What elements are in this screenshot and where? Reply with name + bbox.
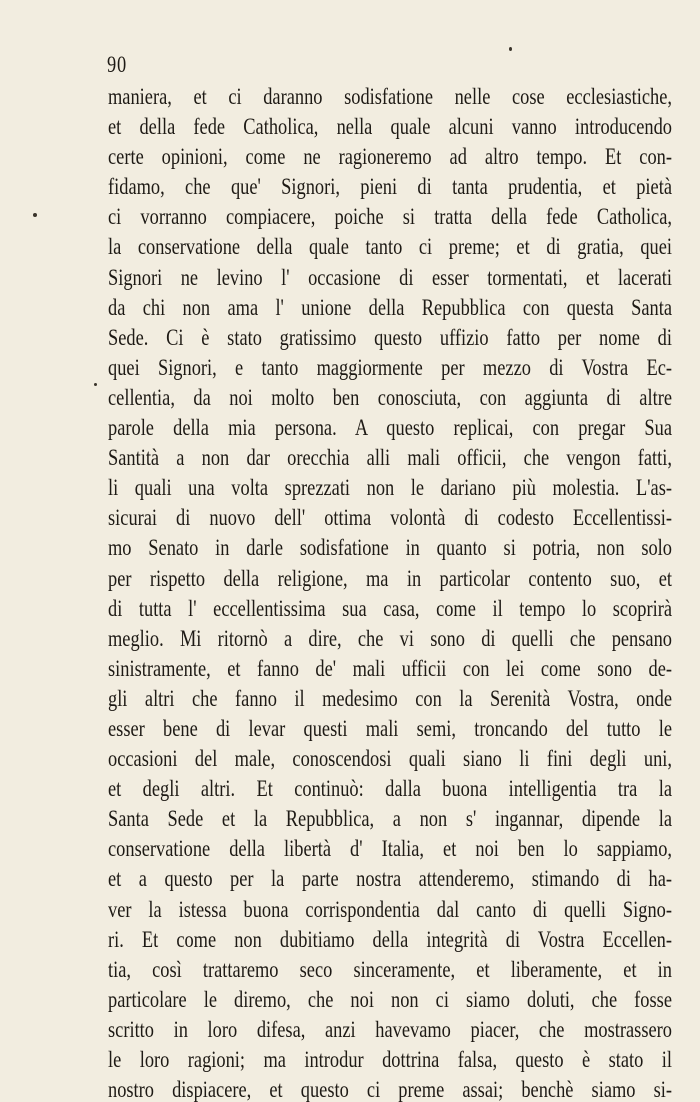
text-line: occasioni del male, conoscendosi quali siano li fini degli uni, [108, 746, 672, 772]
text-line: ri. Et come non dubitiamo della integrità di Vostra Eccellen- [108, 926, 672, 952]
text-line: et della fede Catholica, nella quale alcuni vanno introducendo [108, 114, 672, 140]
text-line: la conservatione della quale tanto ci preme; et di gratia, quei [108, 234, 672, 260]
body-text [108, 82, 672, 1102]
text-line: Santità a non dar orecchia alli mali officii, che vengon fatti, [108, 445, 672, 471]
text-line: da chi non ama l' unione della Repubblica con questa Santa [108, 294, 672, 320]
text-line: Sede. Ci è stato gratissimo questo uffizio fatto per nome di [108, 324, 672, 350]
text-line: quei Signori, e tanto maggiormente per mezzo di Vostra Ec- [108, 354, 672, 380]
ink-speck [94, 383, 97, 386]
text-line: scritto in loro difesa, anzi havevamo piacer, che mostrassero [108, 1016, 672, 1042]
text-line: fidamo, che que' Signori, pieni di tanta prudentia, et pietà [108, 174, 672, 200]
text-line: maniera, et ci daranno sodisfatione nelle cose ecclesiastiche, [108, 84, 672, 109]
text-line: li quali una volta sprezzati non le dariano più molestia. L'as- [108, 475, 672, 501]
text-line: di tutta l' eccellentissima sua casa, come il tempo lo scoprirà [108, 595, 672, 621]
text-line: Signori ne levino l' occasione di esser tormentati, et lacerati [108, 264, 672, 290]
text-line: tia, così trattaremo seco sinceramente, et liberamente, et in [108, 956, 672, 982]
text-line: ver la istessa buona corrispondentia dal canto di quelli Signo- [108, 896, 672, 922]
text-line: certe opinioni, come ne ragioneremo ad altro tempo. Et con- [108, 144, 672, 170]
page-number: 90 [107, 52, 127, 77]
ink-speck [509, 47, 512, 51]
text-line: per rispetto della religione, ma in particolar contento suo, et [108, 565, 672, 591]
text-line: cellentia, da noi molto ben conosciuta, con aggiunta di altre [108, 384, 672, 410]
text-line: Santa Sede et la Repubblica, a non s' ingannar, dipende la [108, 806, 672, 832]
text-line: nostro dispiacere, et questo ci preme assai; benchè siamo si- [108, 1077, 672, 1102]
ink-speck [33, 213, 37, 217]
text-line: sicurai di nuovo dell' ottima volontà di codesto Eccellentissi- [108, 505, 672, 531]
text-line: parole della mia persona. A questo replicai, con pregar Sua [108, 415, 672, 441]
text-line: et degli altri. Et continuò: dalla buona intelligentia tra la [108, 776, 672, 802]
text-line: mo Senato in darle sodisfatione in quanto si potria, non solo [108, 535, 672, 561]
text-line: ci vorranno compiacere, poiche si tratta della fede Catholica, [108, 204, 672, 230]
text-line: le loro ragioni; ma introdur dottrina falsa, questo è stato il [108, 1047, 672, 1072]
text-line: gli altri che fanno il medesimo con la Serenità Vostra, onde [108, 685, 672, 711]
text-line: sinistramente, et fanno de' mali ufficii con lei come sono de- [108, 655, 672, 681]
text-line: conservatione della libertà d' Italia, et noi ben lo sappiamo, [108, 836, 672, 862]
text-line: meglio. Mi ritornò a dire, che vi sono di quelli che pensano [108, 625, 672, 651]
text-line: et a questo per la parte nostra attenderemo, stimando di ha- [108, 866, 672, 892]
text-line: particolare le diremo, che noi non ci siamo doluti, che fosse [108, 986, 672, 1012]
text-line: esser bene di levar questi mali semi, troncando del tutto le [108, 715, 672, 741]
